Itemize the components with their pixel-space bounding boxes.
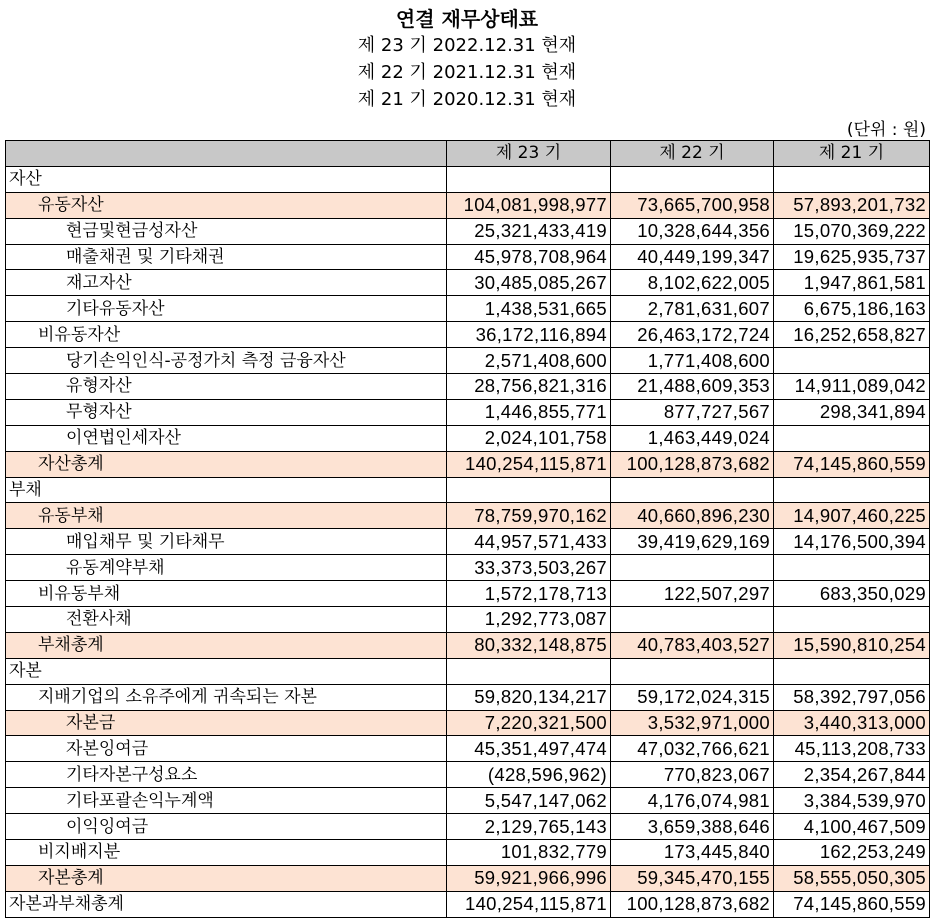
value-cell: 39,419,629,169 <box>611 529 774 555</box>
header-period-23: 제 23 기 <box>447 141 611 167</box>
row-label: 이연법인세자산 <box>6 425 447 451</box>
table-row <box>6 762 930 788</box>
table-row <box>6 529 930 555</box>
table-row <box>6 503 930 529</box>
value-cell: 2,129,765,143 <box>447 814 611 840</box>
value-cell: 57,893,201,732 <box>774 192 930 218</box>
table-row <box>6 166 930 192</box>
value-cell: 1,771,408,600 <box>611 348 774 374</box>
row-label: 유형자산 <box>6 374 447 400</box>
value-cell: 40,449,199,347 <box>611 244 774 270</box>
value-cell: 1,446,855,771 <box>447 399 611 425</box>
value-cell: 10,328,644,356 <box>611 218 774 244</box>
row-label: 자본 <box>6 658 447 684</box>
value-cell: 1,463,449,024 <box>611 425 774 451</box>
value-cell <box>774 166 930 192</box>
table-row <box>6 296 930 322</box>
value-cell: 4,100,467,509 <box>774 814 930 840</box>
row-label: 재고자산 <box>6 270 447 296</box>
value-cell: 7,220,321,500 <box>447 710 611 736</box>
value-cell <box>611 477 774 503</box>
value-cell: 8,102,622,005 <box>611 270 774 296</box>
value-cell: (428,596,962) <box>447 762 611 788</box>
value-cell: 1,438,531,665 <box>447 296 611 322</box>
table-row <box>6 840 930 866</box>
value-cell: 45,351,497,474 <box>447 736 611 762</box>
value-cell <box>611 166 774 192</box>
value-cell <box>774 607 930 633</box>
value-cell: 59,921,966,996 <box>447 865 611 891</box>
value-cell: 74,145,860,559 <box>774 891 930 917</box>
table-row <box>6 477 930 503</box>
value-cell: 74,145,860,559 <box>774 451 930 477</box>
table-row <box>6 736 930 762</box>
value-cell: 28,756,821,316 <box>447 374 611 400</box>
value-cell <box>447 477 611 503</box>
table-row <box>6 218 930 244</box>
value-cell <box>774 555 930 581</box>
row-label: 당기손익인식-공정가치 측정 금융자산 <box>6 348 447 374</box>
table-row <box>6 710 930 736</box>
value-cell: 3,659,388,646 <box>611 814 774 840</box>
table-row <box>6 399 930 425</box>
value-cell: 2,571,408,600 <box>447 348 611 374</box>
value-cell: 140,254,115,871 <box>447 891 611 917</box>
header-label <box>6 141 447 167</box>
value-cell: 58,555,050,305 <box>774 865 930 891</box>
period-line-23: 제 23 기 2022.12.31 현재 <box>357 35 577 56</box>
value-cell: 40,783,403,527 <box>611 632 774 658</box>
value-cell: 1,947,861,581 <box>774 270 930 296</box>
row-label: 자산 <box>6 166 447 192</box>
table-row <box>6 244 930 270</box>
header-period-21: 제 21 기 <box>774 141 930 167</box>
unit-label: (단위 : 원) <box>846 120 926 140</box>
value-cell: 1,292,773,087 <box>447 607 611 633</box>
value-cell: 19,625,935,737 <box>774 244 930 270</box>
row-label: 자본총계 <box>6 865 447 891</box>
table-row <box>6 684 930 710</box>
value-cell: 101,832,779 <box>447 840 611 866</box>
row-label: 유동자산 <box>6 192 447 218</box>
value-cell: 173,445,840 <box>611 840 774 866</box>
value-cell: 122,507,297 <box>611 581 774 607</box>
value-cell: 683,350,029 <box>774 581 930 607</box>
value-cell: 14,911,089,042 <box>774 374 930 400</box>
value-cell <box>611 658 774 684</box>
value-cell <box>611 607 774 633</box>
value-cell: 59,820,134,217 <box>447 684 611 710</box>
row-label: 비유동부채 <box>6 581 447 607</box>
row-label: 비지배지분 <box>6 840 447 866</box>
value-cell: 877,727,567 <box>611 399 774 425</box>
row-label: 매출채권 및 기타채권 <box>6 244 447 270</box>
row-label: 지배기업의 소유주에게 귀속되는 자본 <box>6 684 447 710</box>
value-cell: 80,332,148,875 <box>447 632 611 658</box>
value-cell: 44,957,571,433 <box>447 529 611 555</box>
value-cell: 100,128,873,682 <box>611 451 774 477</box>
period-line-22: 제 22 기 2021.12.31 현재 <box>357 62 577 83</box>
value-cell: 3,440,313,000 <box>774 710 930 736</box>
balance-sheet-table <box>5 140 930 918</box>
table-row <box>6 632 930 658</box>
value-cell: 14,907,460,225 <box>774 503 930 529</box>
value-cell: 26,463,172,724 <box>611 322 774 348</box>
value-cell <box>774 348 930 374</box>
value-cell: 59,172,024,315 <box>611 684 774 710</box>
value-cell: 15,070,369,222 <box>774 218 930 244</box>
value-cell: 104,081,998,977 <box>447 192 611 218</box>
value-cell: 162,253,249 <box>774 840 930 866</box>
value-cell: 140,254,115,871 <box>447 451 611 477</box>
row-label: 기타유동자산 <box>6 296 447 322</box>
value-cell: 33,373,503,267 <box>447 555 611 581</box>
row-label: 기타포괄손익누계액 <box>6 788 447 814</box>
value-cell: 2,781,631,607 <box>611 296 774 322</box>
value-cell: 6,675,186,163 <box>774 296 930 322</box>
row-label: 부채 <box>6 477 447 503</box>
value-cell <box>774 477 930 503</box>
value-cell: 2,354,267,844 <box>774 762 930 788</box>
value-cell: 15,590,810,254 <box>774 632 930 658</box>
value-cell: 16,252,658,827 <box>774 322 930 348</box>
value-cell: 3,384,539,970 <box>774 788 930 814</box>
value-cell: 45,978,708,964 <box>447 244 611 270</box>
row-label: 유동부채 <box>6 503 447 529</box>
row-label: 현금및현금성자산 <box>6 218 447 244</box>
table-row <box>6 581 930 607</box>
table-row <box>6 374 930 400</box>
value-cell: 2,024,101,758 <box>447 425 611 451</box>
table-row <box>6 348 930 374</box>
table-row <box>6 451 930 477</box>
row-label: 전환사채 <box>6 607 447 633</box>
period-line-21: 제 21 기 2020.12.31 현재 <box>357 89 577 110</box>
row-label: 유동계약부채 <box>6 555 447 581</box>
value-cell <box>774 658 930 684</box>
value-cell: 1,572,178,713 <box>447 581 611 607</box>
value-cell <box>447 166 611 192</box>
header-period-22: 제 22 기 <box>611 141 774 167</box>
table-row <box>6 814 930 840</box>
value-cell: 770,823,067 <box>611 762 774 788</box>
row-label: 자산총계 <box>6 451 447 477</box>
table-row <box>6 192 930 218</box>
table-row <box>6 555 930 581</box>
value-cell: 298,341,894 <box>774 399 930 425</box>
value-cell <box>447 658 611 684</box>
table-row <box>6 425 930 451</box>
row-label: 비유동자산 <box>6 322 447 348</box>
value-cell: 21,488,609,353 <box>611 374 774 400</box>
value-cell: 59,345,470,155 <box>611 865 774 891</box>
value-cell: 36,172,116,894 <box>447 322 611 348</box>
row-label: 이익잉여금 <box>6 814 447 840</box>
row-label: 매입채무 및 기타채무 <box>6 529 447 555</box>
value-cell <box>774 425 930 451</box>
row-label: 무형자산 <box>6 399 447 425</box>
table-row <box>6 891 930 917</box>
table-row <box>6 658 930 684</box>
value-cell: 30,485,085,267 <box>447 270 611 296</box>
value-cell: 40,660,896,230 <box>611 503 774 529</box>
table-row <box>6 322 930 348</box>
value-cell: 73,665,700,958 <box>611 192 774 218</box>
header-row <box>6 141 930 167</box>
table-row <box>6 270 930 296</box>
value-cell: 4,176,074,981 <box>611 788 774 814</box>
document-title: 연결 재무상태표 <box>395 7 539 31</box>
row-label: 기타자본구성요소 <box>6 762 447 788</box>
value-cell: 5,547,147,062 <box>447 788 611 814</box>
table-row <box>6 865 930 891</box>
row-label: 자본잉여금 <box>6 736 447 762</box>
table-row <box>6 788 930 814</box>
value-cell: 3,532,971,000 <box>611 710 774 736</box>
value-cell: 100,128,873,682 <box>611 891 774 917</box>
value-cell: 45,113,208,733 <box>774 736 930 762</box>
value-cell: 47,032,766,621 <box>611 736 774 762</box>
value-cell: 14,176,500,394 <box>774 529 930 555</box>
value-cell: 25,321,433,419 <box>447 218 611 244</box>
table-row <box>6 607 930 633</box>
value-cell <box>611 555 774 581</box>
value-cell: 58,392,797,056 <box>774 684 930 710</box>
row-label: 자본과부채총계 <box>6 891 447 917</box>
row-label: 부채총계 <box>6 632 447 658</box>
value-cell: 78,759,970,162 <box>447 503 611 529</box>
row-label: 자본금 <box>6 710 447 736</box>
